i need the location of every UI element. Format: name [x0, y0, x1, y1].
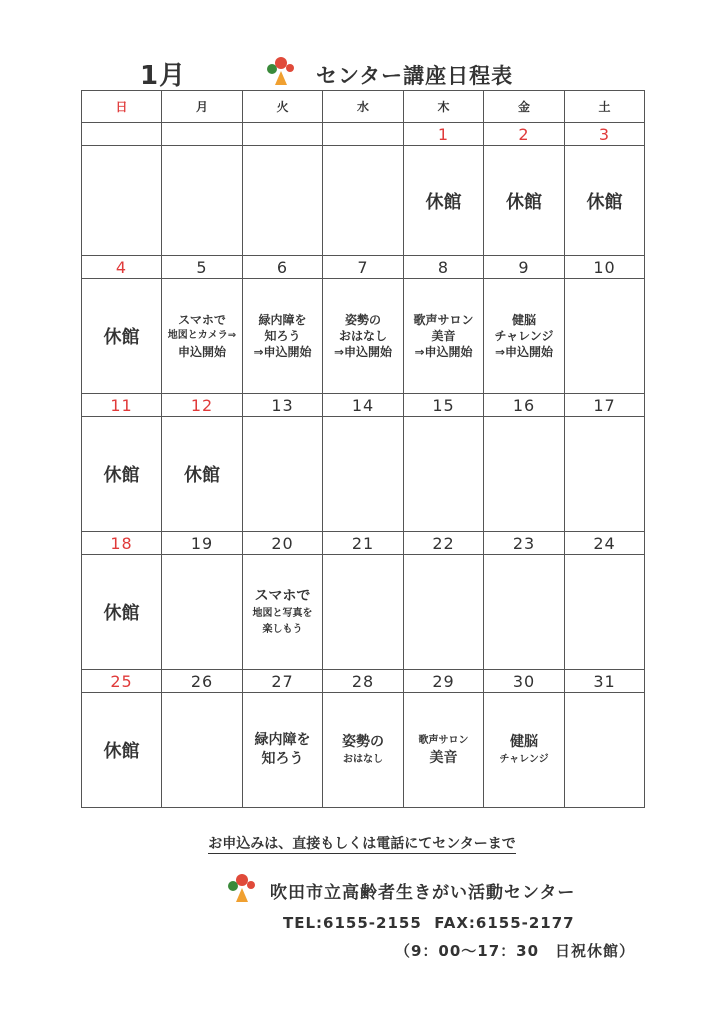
event-text-line: ⇒申込開始 [333, 345, 393, 359]
date-number: 2 [484, 123, 565, 146]
event-info [484, 312, 564, 360]
date-row [82, 670, 645, 693]
day-cell [82, 555, 162, 670]
event-text-line: おはなし [343, 753, 383, 765]
date-number: 29 [404, 670, 484, 693]
event-text-line: おはなし [338, 329, 387, 343]
event-text-line: 姿勢の [342, 733, 384, 750]
event-info [323, 312, 403, 360]
date-row [82, 394, 645, 417]
schedule-row [82, 693, 645, 808]
day-cell [565, 279, 645, 394]
event-info [243, 312, 322, 360]
date-number: 30 [484, 670, 565, 693]
date-number: 5 [162, 256, 243, 279]
day-cell [404, 279, 484, 394]
closed-text: 休館 [506, 191, 542, 213]
closed-text: 休館 [586, 191, 623, 213]
day-cell [484, 146, 565, 256]
page-title: センター講座日程表 [316, 64, 514, 88]
month-label: 1月 [140, 61, 187, 91]
contact-numbers: TEL:6155-2155 FAX:6155-2177 [283, 914, 575, 932]
day-cell [243, 555, 323, 670]
application-note [0, 833, 724, 853]
date-number: 31 [565, 670, 645, 693]
date-number: 17 [565, 394, 645, 417]
date-row [82, 123, 645, 146]
event-text-line: チャレンジ [494, 329, 554, 343]
date-number: 6 [243, 256, 323, 279]
date-number: 23 [484, 532, 565, 555]
closed-text: 休館 [103, 741, 140, 762]
day-cell [565, 693, 645, 808]
weekday-label: 土 [565, 91, 645, 123]
date-number [323, 123, 404, 146]
event-text-line: 地図とカメラ⇒ [167, 330, 237, 341]
event-info [404, 312, 483, 360]
day-cell [162, 146, 243, 256]
application-note-text: お申込みは、直接もしくは電話にてセンターまで [208, 836, 516, 852]
closed-label [162, 461, 242, 487]
closed-text: 休館 [103, 603, 140, 624]
day-cell [404, 146, 484, 256]
event-text-line: 知ろう [264, 329, 301, 343]
date-number: 14 [323, 394, 404, 417]
event-text-line: 緑内障を [254, 732, 311, 748]
event-text-line: ⇒申込開始 [414, 345, 473, 359]
date-number: 11 [82, 394, 162, 417]
day-cell [404, 693, 484, 808]
day-cell [484, 279, 565, 394]
event-text-line: スマホで [178, 313, 226, 327]
date-number [82, 123, 162, 146]
date-number: 27 [243, 670, 323, 693]
closed-text: 休館 [103, 465, 140, 486]
date-number: 10 [565, 256, 645, 279]
day-cell [565, 417, 645, 532]
day-cell [323, 555, 404, 670]
day-cell [565, 555, 645, 670]
closed-label [565, 188, 644, 214]
date-number: 4 [82, 256, 162, 279]
day-cell [323, 417, 404, 532]
date-number: 15 [404, 394, 484, 417]
event-info [243, 731, 322, 769]
day-cell [162, 555, 243, 670]
closed-text: 休館 [103, 327, 140, 348]
day-cell [484, 693, 565, 808]
schedule-row [82, 555, 645, 670]
organization-name: 吹田市立高齢者生きがい活動センター [270, 883, 576, 903]
event-text-line: 歌声サロン [418, 734, 469, 746]
closed-label [82, 737, 161, 763]
schedule-row [82, 279, 645, 394]
event-text-line: ⇒申込開始 [253, 345, 312, 359]
opening-hours: （9：00～17：30 日祝休館） [395, 942, 636, 960]
closed-label [82, 323, 161, 349]
closed-label [484, 188, 564, 214]
weekday-label: 火 [243, 91, 323, 123]
event-text-line: 緑内障を [258, 313, 307, 327]
event-info [162, 312, 242, 360]
day-cell [162, 417, 243, 532]
weekday-header-row [82, 91, 645, 123]
date-number: 25 [82, 670, 162, 693]
event-info [484, 733, 564, 768]
weekday-label: 月 [162, 91, 243, 123]
event-text-line: 楽しもう [262, 623, 303, 635]
day-cell [243, 279, 323, 394]
event-text-line: 美音 [429, 749, 458, 766]
day-cell [404, 417, 484, 532]
event-text-line: チャレンジ [499, 753, 549, 765]
day-cell [565, 146, 645, 256]
date-number: 22 [404, 532, 484, 555]
event-text-line: 美音 [431, 329, 456, 343]
day-cell [243, 693, 323, 808]
event-text-line: 申込開始 [177, 345, 226, 359]
event-text-line: 歌声サロン [413, 313, 474, 327]
day-cell [243, 417, 323, 532]
day-cell [82, 693, 162, 808]
date-number: 13 [243, 394, 323, 417]
date-row [82, 532, 645, 555]
event-text-line: 知ろう [261, 751, 304, 767]
day-cell [162, 279, 243, 394]
date-number: 24 [565, 532, 645, 555]
date-row [82, 256, 645, 279]
weekday-label: 水 [323, 91, 404, 123]
date-number: 16 [484, 394, 565, 417]
closed-label [82, 599, 161, 625]
date-number: 9 [484, 256, 565, 279]
center-logo-icon [226, 872, 258, 904]
date-number: 18 [82, 532, 162, 555]
day-cell [484, 417, 565, 532]
weekday-label: 金 [484, 91, 565, 123]
date-number: 19 [162, 532, 243, 555]
date-number: 3 [565, 123, 645, 146]
date-number [243, 123, 323, 146]
schedule-row [82, 146, 645, 256]
center-logo-icon [265, 55, 297, 87]
date-number: 26 [162, 670, 243, 693]
event-text-line: 姿勢の [344, 313, 381, 327]
closed-label [82, 461, 161, 487]
schedule-row [82, 417, 645, 532]
date-number: 1 [404, 123, 484, 146]
closed-text: 休館 [425, 191, 462, 213]
weekday-label: 木 [404, 91, 484, 123]
day-cell [404, 555, 484, 670]
weekday-label: 日 [82, 91, 162, 123]
event-text-line: スマホで [254, 587, 311, 604]
event-info [323, 733, 403, 768]
event-text-line: ⇒申込開始 [494, 345, 554, 359]
day-cell [82, 417, 162, 532]
day-cell [243, 146, 323, 256]
event-text-line: 地図と写真を [252, 607, 313, 619]
date-number: 8 [404, 256, 484, 279]
event-text-line: 健脳 [511, 313, 536, 327]
date-number: 20 [243, 532, 323, 555]
date-number: 28 [323, 670, 404, 693]
date-number: 12 [162, 394, 243, 417]
closed-label [404, 188, 483, 214]
day-cell [484, 555, 565, 670]
event-info [243, 587, 322, 638]
day-cell [323, 693, 404, 808]
date-number: 21 [323, 532, 404, 555]
day-cell [323, 279, 404, 394]
date-number [162, 123, 243, 146]
day-cell [82, 146, 162, 256]
event-info [404, 733, 483, 768]
calendar-table [81, 90, 645, 808]
day-cell [323, 146, 404, 256]
day-cell [82, 279, 162, 394]
event-text-line: 健脳 [510, 733, 538, 750]
closed-text: 休館 [184, 465, 220, 486]
date-number: 7 [323, 256, 404, 279]
day-cell [162, 693, 243, 808]
